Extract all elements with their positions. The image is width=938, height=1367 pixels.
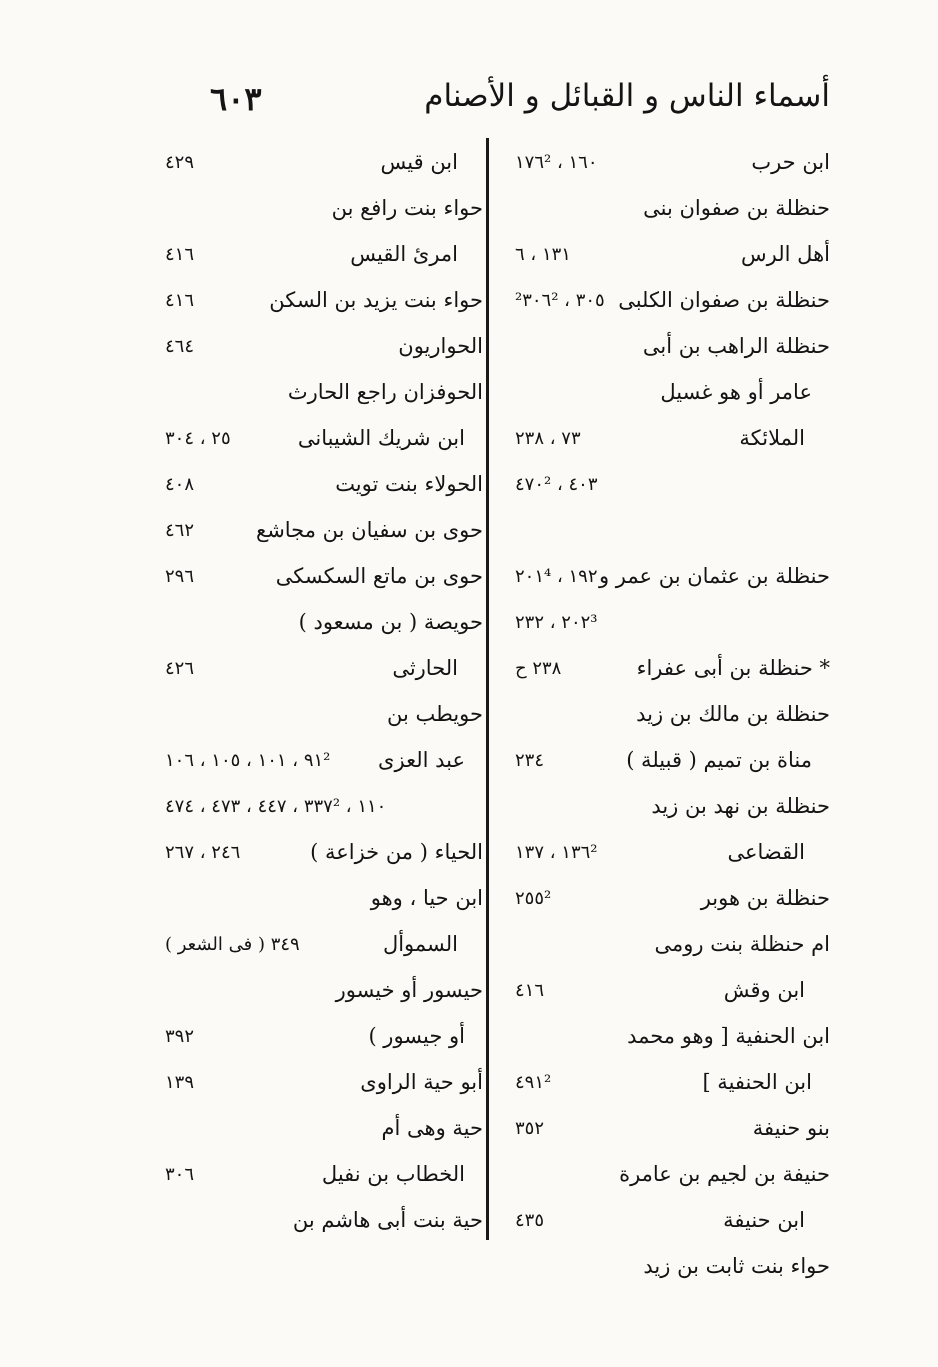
index-entry: [515, 370, 830, 416]
index-entry: [515, 738, 830, 784]
index-entry: [515, 876, 830, 922]
index-entry: [515, 1152, 830, 1198]
index-entry: [165, 876, 483, 922]
entry-name: أهل الرس: [741, 242, 830, 266]
entry-name: حنظلة بن نهد بن زيد: [651, 794, 830, 818]
entry-name: الحارثى: [392, 656, 458, 680]
entry-name: بنو حنيفة: [752, 1116, 830, 1140]
entry-name: حواء بنت رافع بن: [331, 196, 483, 220]
index-entry: [515, 554, 830, 600]
index-entry: [515, 968, 830, 1014]
index-entry: [165, 692, 483, 738]
entry-name: حوى بن سفيان بن مجاشع: [256, 518, 483, 542]
index-entry: [515, 508, 830, 554]
entry-name: حية وهى أم: [381, 1116, 483, 1140]
entry-name: الحواريون: [398, 334, 483, 358]
right-column: [515, 140, 830, 1290]
entry-name: حيسور أو خيسور: [335, 978, 483, 1002]
entry-name: ابن الحنفية ]: [702, 1070, 812, 1094]
entry-name: ابن وقش: [723, 978, 805, 1002]
index-entry: [165, 922, 483, 968]
entry-name: الحوفزان راجع الحارث: [287, 380, 483, 404]
index-entry: [165, 1014, 483, 1060]
entry-pages: ٢٥ ، ٣٠٤: [165, 428, 231, 449]
index-entry: [165, 600, 483, 646]
index-entry: [165, 186, 483, 232]
entry-pages: ١٣٦² ، ١٣٧: [515, 842, 598, 863]
index-entry: [515, 922, 830, 968]
entry-name: حواء بنت يزيد بن السكن: [269, 288, 483, 312]
entry-name: * حنظلة بن أبى عفراء: [636, 656, 830, 680]
index-entry: [515, 278, 830, 324]
index-entry: [165, 232, 483, 278]
index-entry: [515, 600, 830, 646]
index-entry: [515, 462, 830, 508]
entry-name: الملائكة: [739, 426, 805, 450]
entry-pages: ٤٠٨: [165, 474, 195, 495]
entry-name: ابن حيا ، وهو: [370, 886, 483, 910]
entry-name: ابن حرب: [751, 150, 830, 174]
index-entry: [165, 968, 483, 1014]
entry-name: ام حنظلة بنت رومى: [654, 932, 830, 956]
index-entry: [165, 1152, 483, 1198]
index-entry: [165, 508, 483, 554]
index-entry: [165, 462, 483, 508]
entry-pages: ١٦٠ ، ١٧٦²: [515, 152, 598, 173]
entry-pages: ٤٠٣ ، ٤٧٠²: [515, 474, 598, 495]
entry-pages: ٢٣٤: [515, 750, 545, 771]
entry-pages: ٢٥٥²: [515, 888, 552, 909]
entry-pages: ٤١٦: [515, 980, 545, 1001]
entry-name: حنظلة الراهب بن أبى: [642, 334, 830, 358]
index-entry: [515, 1060, 830, 1106]
index-entry: [515, 140, 830, 186]
entry-name: حنيفة بن لجيم بن عامرة: [619, 1162, 830, 1186]
index-entry: [515, 324, 830, 370]
index-entry: [165, 1060, 483, 1106]
entry-name: القضاعى: [727, 840, 805, 864]
entry-pages: ٩١² ، ١٠١ ، ١٠٥ ، ١٠٦: [165, 750, 331, 771]
entry-pages: ٧٣ ، ٢٣٨: [515, 428, 581, 449]
page-title: أسماء الناس و القبائل و الأصنام: [424, 78, 830, 114]
entry-pages: ٣٩٢: [165, 1026, 195, 1047]
entry-pages: ٢٣٨ ح: [515, 658, 562, 679]
index-entry: [165, 738, 483, 784]
index-entry: [165, 416, 483, 462]
entry-name: حويصة ( بن مسعود ): [298, 610, 483, 634]
entry-pages: ٢٠٢³ ، ٢٣٢: [515, 612, 598, 633]
index-entry: [165, 554, 483, 600]
entry-name: أو جيسور ): [368, 1024, 465, 1048]
index-entry: [165, 278, 483, 324]
entry-pages: ٢٩٦: [165, 566, 195, 587]
column-divider: [486, 138, 489, 1240]
entry-name: حنظلة بن صفوان بنى: [643, 196, 830, 220]
index-entry: [165, 140, 483, 186]
index-entry: [165, 1198, 483, 1244]
entry-pages: ٣٠٥ ، ²٣٠٦²: [515, 290, 605, 311]
entry-name: امرئ القيس: [350, 242, 458, 266]
index-entry: [515, 1106, 830, 1152]
entry-pages: ٣٠٦: [165, 1164, 195, 1185]
index-entry: [515, 830, 830, 876]
index-entry: [515, 416, 830, 462]
entry-name: حنظلة بن هوبر: [700, 886, 830, 910]
index-entry: [515, 232, 830, 278]
entry-name: حنظلة بن مالك بن زيد: [636, 702, 830, 726]
entry-pages: ٤٦٤: [165, 336, 195, 357]
page-number: ٦٠٣: [210, 80, 262, 118]
entry-pages: ١٩٢ ، ٢٠١⁴: [515, 566, 598, 587]
entry-pages: ٤٦٢: [165, 520, 195, 541]
index-entry: [515, 1014, 830, 1060]
index-entry: [515, 646, 830, 692]
entry-name: الخطاب بن نفيل: [321, 1162, 465, 1186]
entry-pages: ٤١٦: [165, 244, 195, 265]
entry-name: ابن الحنفية [ وهو محمد: [627, 1024, 830, 1048]
entry-pages: ١٣١ ، ٦: [515, 244, 571, 265]
index-entry: [165, 646, 483, 692]
index-entry: [165, 324, 483, 370]
index-entry: [515, 784, 830, 830]
index-entry: [165, 830, 483, 876]
entry-pages: ١٣٩: [165, 1072, 195, 1093]
entry-pages: ٤٩١²: [515, 1072, 552, 1093]
entry-pages: ١١٠ ، ٣٣٧² ، ٤٤٧ ، ٤٧٣ ، ٤٧٤: [165, 796, 387, 817]
entry-name: الحياء ( من خزاعة ): [310, 840, 483, 864]
entry-pages: ٤٢٩: [165, 152, 195, 173]
entry-pages: ٢٤٦ ، ٢٦٧: [165, 842, 241, 863]
entry-pages: ٤١٦: [165, 290, 195, 311]
index-entry: [515, 692, 830, 738]
entry-name: أبو حية الراوى: [360, 1070, 483, 1094]
index-entry: [165, 370, 483, 416]
entry-name: ابن حنيفة: [723, 1208, 805, 1232]
entry-name: ابن شريك الشيبانى: [297, 426, 465, 450]
entry-pages: ٣٥٢: [515, 1118, 545, 1139]
index-entry: [165, 784, 483, 830]
entry-name: عبد العزى: [378, 748, 465, 772]
entry-pages: ٣٤٩ ( فى الشعر ): [165, 934, 300, 955]
index-entry: [515, 186, 830, 232]
left-column: [165, 140, 483, 1244]
entry-name: مناة بن تميم ( قبيلة ): [626, 748, 812, 772]
entry-name: حويطب بن: [386, 702, 483, 726]
entry-name: حية بنت أبى هاشم بن: [292, 1208, 483, 1232]
entry-name: السموأل: [382, 932, 458, 956]
index-entry: [515, 1244, 830, 1290]
entry-name: حوى بن ماتع السكسكى: [275, 564, 483, 588]
entry-pages: ٤٢٦: [165, 658, 195, 679]
entry-name: حنظلة بن عثمان بن عمر و: [598, 564, 830, 588]
entry-name: حواء بنت ثابت بن زيد: [643, 1254, 830, 1278]
entry-name: ابن قيس: [380, 150, 458, 174]
index-entry: [515, 1198, 830, 1244]
entry-name: الحولاء بنت تويت: [335, 472, 483, 496]
entry-name: حنظلة بن صفوان الكلبى: [618, 288, 830, 312]
entry-name: عامر أو هو غسيل: [660, 380, 812, 404]
entry-pages: ٤٣٥: [515, 1210, 545, 1231]
index-entry: [165, 1106, 483, 1152]
